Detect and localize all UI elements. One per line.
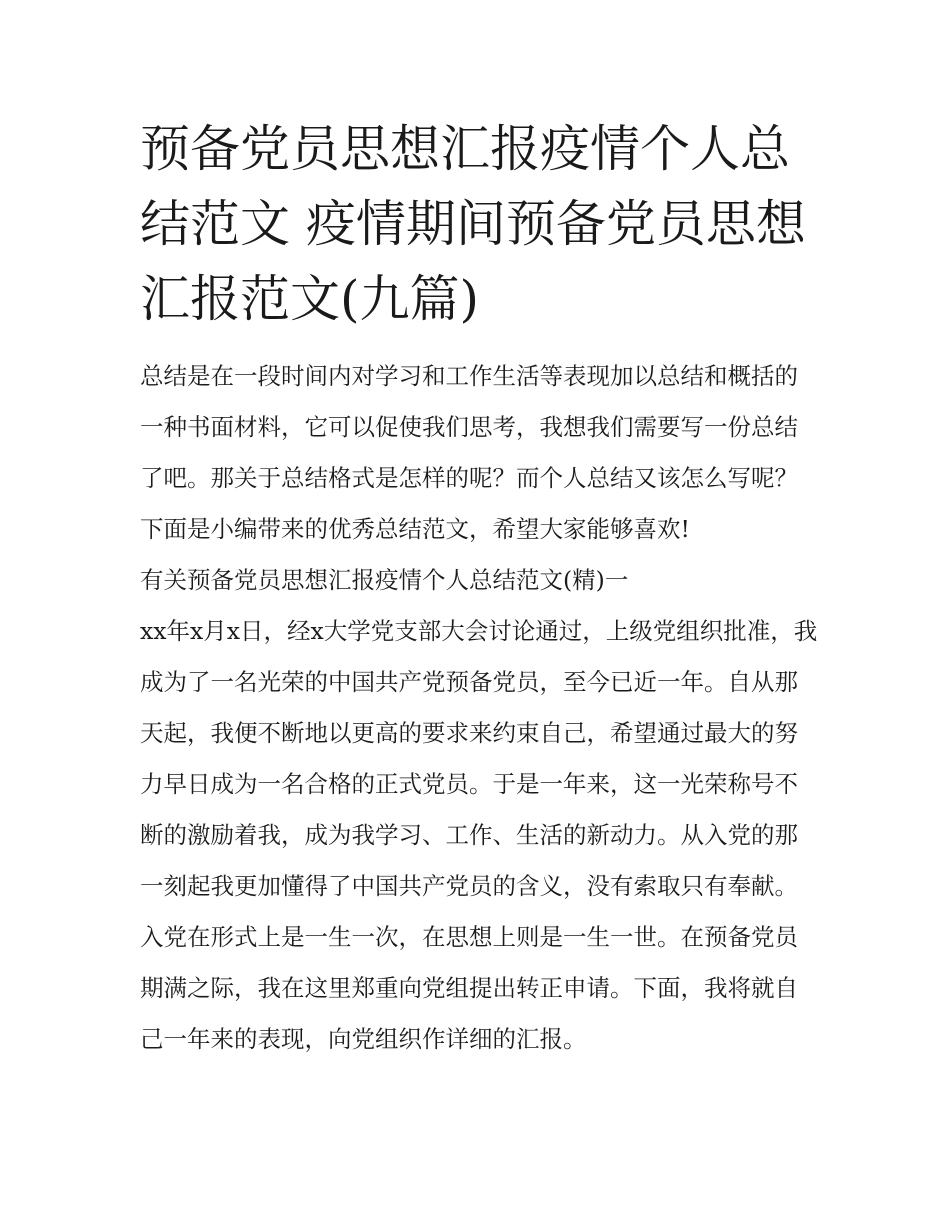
- intro-paragraph: 总结是在一段时间内对学习和工作生活等表现加以总结和概括的一种书面材料，它可以促使我们思考，我想我们需要写一份总结了吧。那关于总结格式是怎样的呢？而个人总结又该怎么写呢？下面是小编带来的优秀总结范文，希望大家能够喜欢!: [140, 362, 798, 543]
- document-title: 预备党员思想汇报疫情个人总结范文 疫情期间预备党员思想汇报范文(九篇): [140, 120, 806, 328]
- body-paragraph: xx年x月x日，经x大学党支部大会讨论通过，上级党组织批准，我成为了一名光荣的中国共产党预备党员，至今已近一年。自从那天起，我便不断地以更高的要求来约束自己，希望通过最大的努力早日成为一名合格的正式党员。于是一年来，这一光荣称号不断的激励着我，成为我学习、工作、生活的新动力。从入党的那一刻起我更加懂得了中国共产党员的含义，没有索取只有奉献。入党在形式上是一生一次，在思想上则是一生一世。在预备党员期满之际，我在这里郑重向党组提出转正申请。下面，我将就自己一年来的表现，向党组织作详细的汇报。: [140, 617, 818, 1053]
- document-page: [140, 112, 820, 1065]
- section-heading: 有关预备党员思想汇报疫情个人总结范文(精)一: [140, 566, 629, 594]
